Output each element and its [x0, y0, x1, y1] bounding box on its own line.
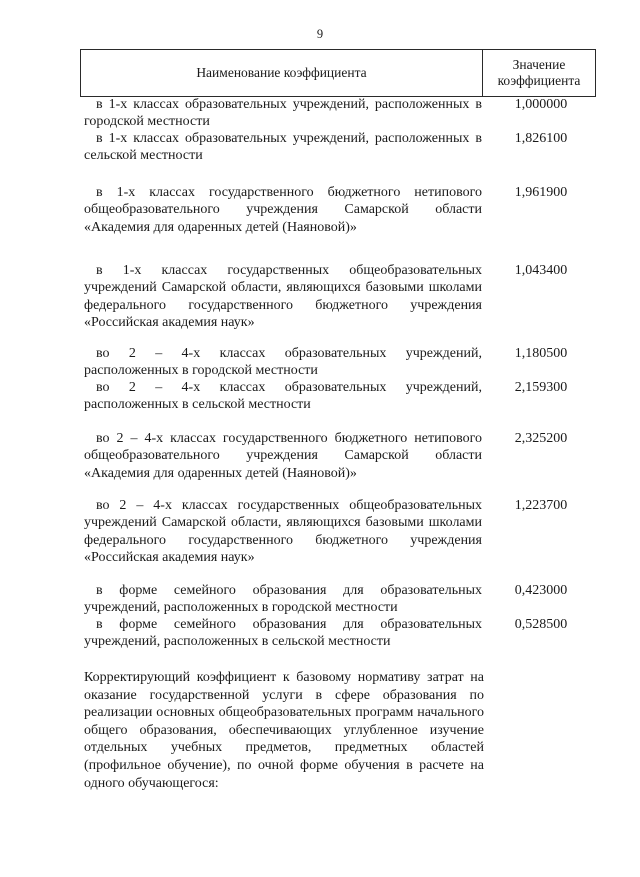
- row-value: 1,961900: [514, 185, 568, 200]
- row-value: 0,528500: [514, 617, 568, 632]
- row-text: в 1-х классах государственного бюджетного нетипового общеобразовательного учреждения Самарской области «Академия для одаренных детей (Наяновой)»: [84, 185, 482, 235]
- row-text: во 2 – 4-х классах государственных общеобразовательных учреждений Самарской области, являющихся базовыми школами федерального государственного бюджетного учреждения «Российская академия наук»: [84, 498, 482, 565]
- row-value: 1,826100: [514, 131, 568, 146]
- row-text: в форме семейного образования для образовательных учреждений, расположенных в городской местности: [84, 583, 482, 616]
- footer-paragraph: Корректирующий коэффициент к базовому нормативу затрат на оказание государственной услуги в сфере образования по реализации основных общеобразовательных программ начального общего образования, обеспечивающих углубленное изучение отдельных учебных предметов, предметных областей (профильное обучение), по очной форме обучения в расчете на одного обучающегося:: [84, 670, 484, 791]
- row-text: во 2 – 4-х классах образовательных учреждений, расположенных в городской местности: [84, 346, 482, 379]
- header-value-line2: коэффициента: [497, 73, 581, 88]
- row-value: 0,423000: [514, 583, 568, 598]
- row-text: в 1-х классах образовательных учреждений, расположенных в городской местности: [84, 97, 482, 130]
- header-value-line1: Значение: [512, 57, 566, 72]
- row-value: 1,043400: [514, 263, 568, 278]
- row-value: 1,223700: [514, 498, 568, 513]
- header-coefficient-value: [483, 50, 595, 96]
- row-text: в форме семейного образования для образовательных учреждений, расположенных в сельской местности: [84, 617, 482, 650]
- page-number: 9: [316, 27, 324, 41]
- row-value: 1,000000: [514, 97, 568, 112]
- row-value: 2,325200: [514, 431, 568, 446]
- row-text: во 2 – 4-х классах государственного бюджетного нетипового общеобразовательного учреждения Самарской области «Академия для одаренных детей (Наяновой)»: [84, 431, 482, 481]
- row-text: в 1-х классах государственных общеобразовательных учреждений Самарской области, являющихся базовыми школами федерального государственного бюджетного учреждения «Российская академия наук»: [84, 263, 482, 330]
- table-header: [80, 49, 596, 97]
- row-text: во 2 – 4-х классах образовательных учреждений, расположенных в сельской местности: [84, 380, 482, 413]
- row-value: 1,180500: [514, 346, 568, 361]
- header-coefficient-name: Наименование коэффициента: [81, 50, 483, 96]
- row-text: в 1-х классах образовательных учреждений, расположенных в сельской местности: [84, 131, 482, 164]
- row-value: 2,159300: [514, 380, 568, 395]
